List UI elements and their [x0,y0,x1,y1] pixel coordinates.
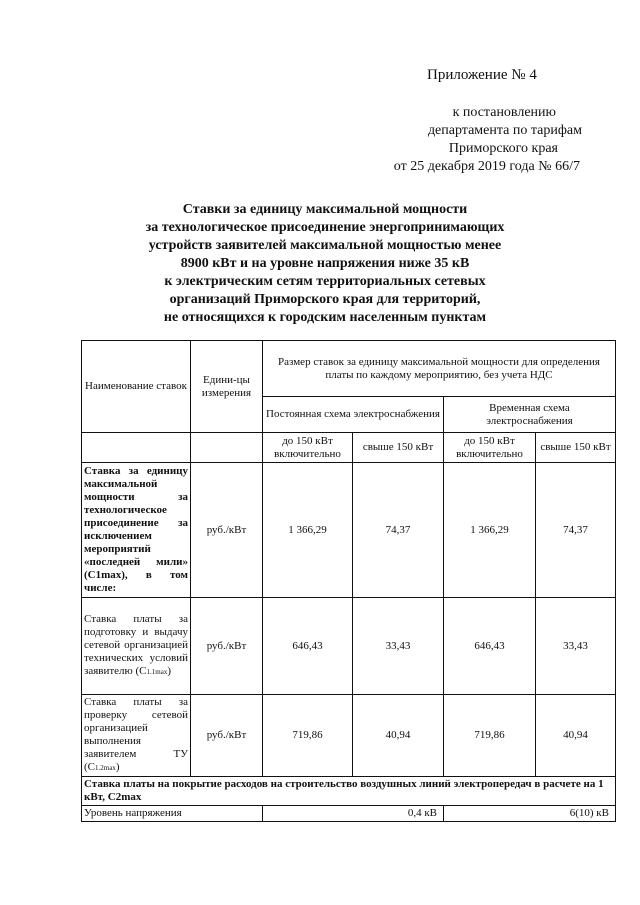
rate-unit: руб./кВт [191,463,263,598]
header-over-150: свыше 150 кВт [353,433,444,463]
table-subheader-row [82,433,616,463]
table-row [82,463,616,598]
title-line: к электрическим сетям территориальных сетевых [164,274,486,289]
rate-value: 1 366,29 [444,463,536,598]
voltage-low: 0,4 кВ [263,806,444,822]
header-line-department: департамента по тарифам [427,123,582,138]
rate-value: 33,43 [536,598,616,695]
voltage-high: 6(10) кВ [444,806,616,822]
title-line: не относящихся к городским населенным пунктам [163,310,487,325]
header-line-region: Приморского края [448,141,558,156]
table-header-row [82,341,616,397]
title-line: организаций Приморского края для территорий, [169,292,481,307]
rate-value: 646,43 [263,598,353,695]
table-row [82,777,616,806]
header-over-150: свыше 150 кВт [536,433,616,463]
rate-value: 33,43 [353,598,444,695]
rate-subscript: 1.2max [95,764,116,772]
header-upto-150: до 150 кВт включительно [444,433,536,463]
rate-value: 74,37 [536,463,616,598]
title-line: Ставки за единицу максимальной мощности [182,202,468,217]
rate-subscript: 1.1max [146,668,168,676]
rate-value: 1 366,29 [263,463,353,598]
rate-unit: руб./кВт [191,598,263,695]
empty-cell [191,433,263,463]
rate-value: 74,37 [353,463,444,598]
rate-name: Ставка платы за подготовку и выдачу сетевой организацией технических условий заявителю (С1.1max) [82,598,191,695]
header-name: Наименование ставок [82,341,191,433]
header-rate-size: Размер ставок за единицу максимальной мощности для определения платы по каждому мероприятию, без учета НДС [263,341,616,397]
title-line: за технологическое присоединение энергопринимающих [145,220,505,235]
header-upto-150: до 150 кВт включительно [263,433,353,463]
rate-name-text: Ставка платы за подготовку и выдачу сетевой организацией технических условий заявителю (С [84,613,188,677]
table-row [82,598,616,695]
rate-name-text: Ставка платы за проверку сетевой организацией выполнения заявителем ТУ (С [84,696,188,773]
document-title [90,201,560,327]
table-row [82,806,616,822]
appendix-number: Приложение № 4 [427,67,537,83]
header-line-resolution: к постановлению [452,105,556,120]
title-line: 8900 кВт и на уровне напряжения ниже 35 кВ [180,256,470,271]
header-permanent-scheme: Постоянная схема электроснабжения [263,397,444,433]
title-line: устройств заявителей максимальной мощностью менее [148,238,502,253]
c2-rate-heading: Ставка платы на покрытие расходов на строительство воздушных линий электропередач в расчете на 1 кВт, С2max [82,777,616,806]
rate-name: Ставка за единицу максимальной мощности за технологическое присоединение за исключением мероприятий «последней мили» (С1max), в том числе: [82,463,191,598]
rate-value: 646,43 [444,598,536,695]
rate-value: 719,86 [444,695,536,777]
rates-table [81,340,616,822]
header-unit: Едини-цы измерения [191,341,263,433]
rate-unit: руб./кВт [191,695,263,777]
rate-value: 40,94 [536,695,616,777]
header-line-date: от 25 декабря 2019 года № 66/7 [393,159,580,174]
rate-value: 40,94 [353,695,444,777]
voltage-label: Уровень напряжения [82,806,263,822]
empty-cell [82,433,191,463]
header-temporary-scheme: Временная схема электроснабжения [444,397,616,433]
rate-name: Ставка платы за проверку сетевой организацией выполнения заявителем ТУ (С1.2max) [82,695,191,777]
table-row [82,695,616,777]
rate-value: 719,86 [263,695,353,777]
